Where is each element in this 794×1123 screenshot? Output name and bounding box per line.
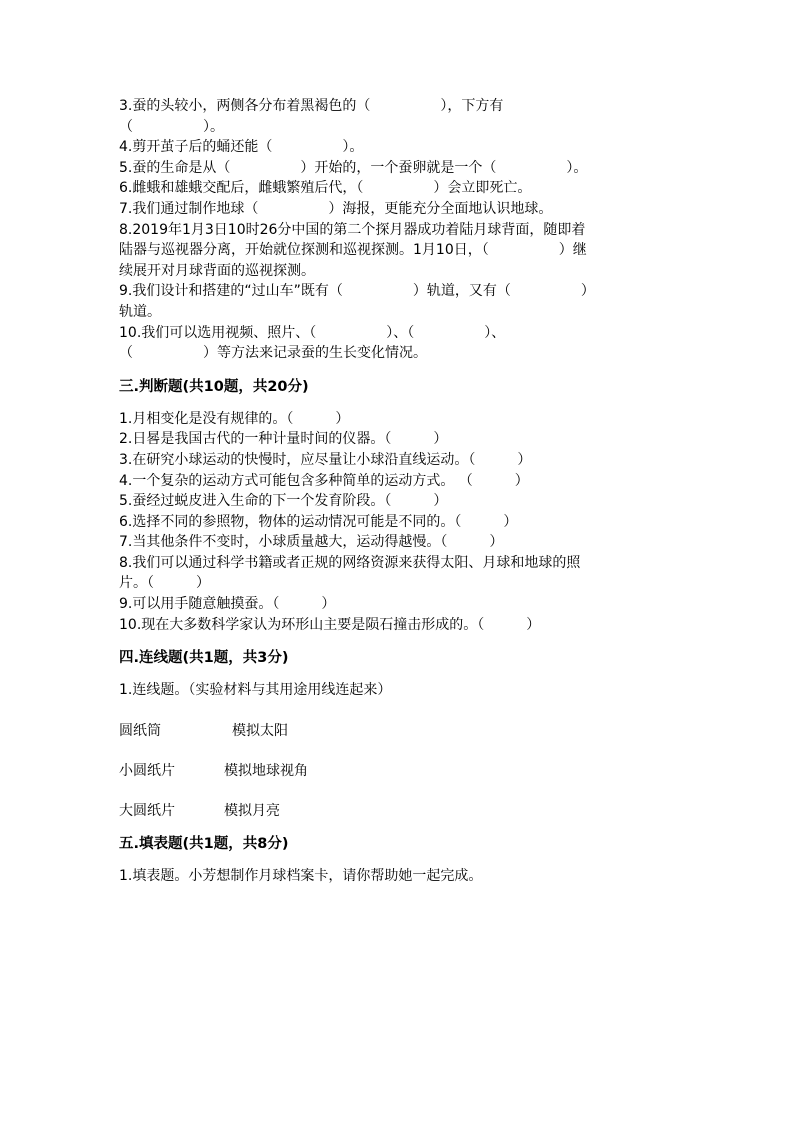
table-question: 1.填表题。小芳想制作月球档案卡，请你帮助她一起完成。: [119, 867, 483, 884]
fill-item-10-cont: （ ）等方法来记录蚕的生长变化情况。: [119, 345, 427, 362]
judgment-item-1: 1.月相变化是没有规律的。（ ）: [119, 410, 350, 427]
matching-right: 模拟地球视角: [224, 762, 308, 779]
fill-item-3-cont: （ ）。: [119, 118, 224, 135]
matching-right: 模拟太阳: [232, 722, 288, 739]
matching-row: [119, 801, 679, 821]
section-title-matching: 四.连线题(共1题，共3分): [119, 650, 289, 667]
matching-question: 1.连线题。（实验材料与其用途用线连起来）: [119, 682, 392, 699]
fill-item-8-cont: 陆器与巡视器分离，开始就位探测和巡视探测。1月10日，（ ）继: [119, 242, 587, 259]
matching-left: 圆纸筒: [119, 722, 161, 739]
judgment-section: [119, 409, 679, 636]
fill-item-9-cont: 轨道。: [119, 303, 161, 320]
fill-item-7: 7.我们通过制作地球（ ）海报，更能充分全面地认识地球。: [119, 200, 553, 217]
judgment-item-4: 4.一个复杂的运动方式可能包含多种简单的运动方式。 （ ）: [119, 472, 529, 489]
fill-item-8: 8.2019年1月3日10时26分中国的第二个探月器成功着陆月球背面，随即着: [119, 221, 586, 238]
fill-in-section: [119, 96, 679, 364]
judgment-item-8: 8.我们可以通过科学书籍或者正规的网络资源来获得太阳、月球和地球的照: [119, 554, 581, 571]
matching-left: 小圆纸片: [119, 762, 175, 779]
matching-section: [119, 680, 679, 821]
fill-item-5: 5.蚕的生命是从（ ）开始的，一个蚕卵就是一个（ ）。: [119, 159, 588, 176]
matching-right: 模拟月亮: [224, 802, 280, 819]
fill-item-9: 9.我们设计和搭建的“过山车”既有（ ）轨道，又有（ ）: [119, 283, 595, 300]
fill-item-8-cont2: 续展开对月球背面的巡视探测。: [119, 262, 315, 279]
judgment-item-10: 10.现在大多数科学家认为环形山主要是陨石撞击形成的。（ ）: [119, 616, 541, 633]
judgment-item-2: 2.日晷是我国古代的一种计量时间的仪器。（ ）: [119, 431, 448, 448]
exam-page: [119, 96, 679, 886]
matching-left: 大圆纸片: [119, 802, 175, 819]
judgment-item-5: 5.蚕经过蜕皮进入生命的下一个发育阶段。（ ）: [119, 493, 448, 510]
matching-row: [119, 721, 679, 741]
fill-item-3: 3.蚕的头较小，两侧各分布着黑褐色的（ ），下方有: [119, 98, 504, 114]
matching-row: [119, 761, 679, 781]
section-title-judgment: 三.判断题(共10题，共20分): [119, 378, 309, 395]
fill-item-10: 10.我们可以选用视频、照片、（ ）、（ ）、: [119, 324, 506, 341]
judgment-item-6: 6.选择不同的参照物，物体的运动情况可能是不同的。（ ）: [119, 513, 518, 530]
judgment-item-8-cont: 片。（ ）: [119, 575, 210, 592]
fill-item-4: 4.剪开茧子后的蛹还能（ ）。: [119, 139, 364, 156]
judgment-item-9: 9.可以用手随意触摸蚕。（ ）: [119, 596, 336, 613]
fill-item-6: 6.雌蛾和雄蛾交配后，雌蛾繁殖后代，（ ）会立即死亡。: [119, 180, 532, 197]
section-title-table: 五.填表题(共1题，共8分): [119, 835, 289, 852]
judgment-item-3: 3.在研究小球运动的快慢时，应尽量让小球沿直线运动。（ ）: [119, 451, 532, 468]
judgment-item-7: 7.当其他条件不变时，小球质量越大，运动得越慢。（ ）: [119, 534, 504, 551]
